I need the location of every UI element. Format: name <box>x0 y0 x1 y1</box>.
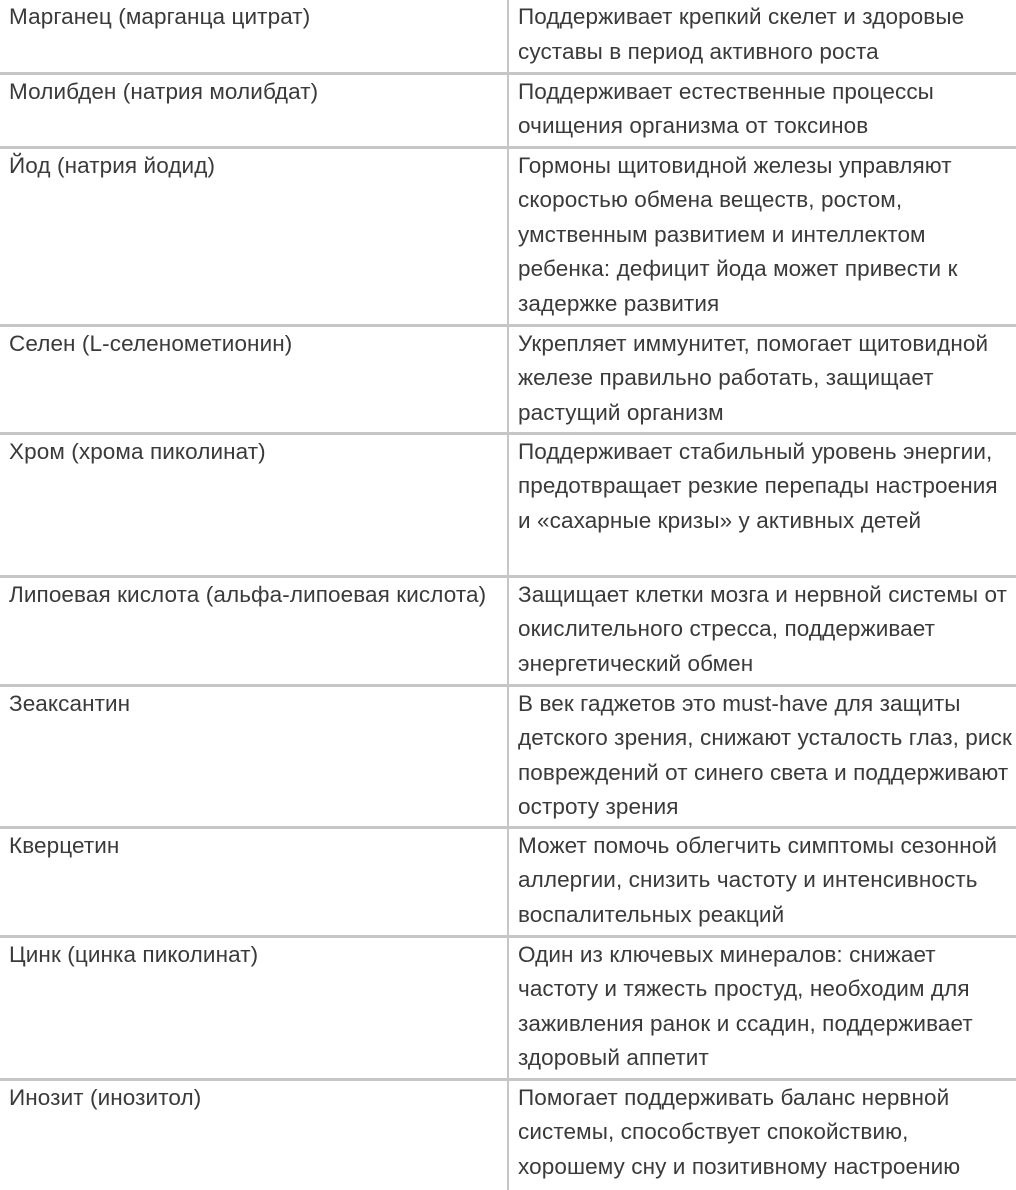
ingredient-cell <box>0 0 508 73</box>
table-row <box>0 325 1016 433</box>
ingredient-cell <box>0 936 508 1079</box>
description-cell <box>508 325 1016 433</box>
ingredient-description: Укрепляет иммунитет, помогает щитовидной железе правильно работать, защищает растущий организм <box>518 330 989 425</box>
ingredient-cell <box>0 73 508 147</box>
ingredient-description: Поддерживает стабильный уровень энергии, предотвращает резкие перепады настроения и «сахарные кризы» у активных детей <box>518 438 998 533</box>
description-cell <box>508 433 1016 576</box>
ingredient-cell <box>0 685 508 827</box>
ingredient-description: Защищает клетки мозга и нервной системы от окислительного стресса, поддерживает энергетический обмен <box>518 581 1008 676</box>
ingredient-description: Один из ключевых минералов: снижает частоту и тяжесть простуд, необходим для заживления ранок и ссадин, поддерживает здоровый аппетит <box>518 941 973 1070</box>
ingredient-name: Липоевая кислота (альфа-липоевая кислота) <box>9 581 487 607</box>
table-row <box>0 685 1016 827</box>
table-row <box>0 433 1016 576</box>
table-row <box>0 827 1016 936</box>
ingredient-name: Зеаксантин <box>9 690 131 716</box>
table-row <box>0 1079 1016 1190</box>
description-cell <box>508 685 1016 827</box>
ingredient-name: Йод (натрия йодид) <box>9 152 216 178</box>
description-cell <box>508 147 1016 325</box>
ingredient-cell <box>0 576 508 685</box>
ingredient-description: Помогает поддерживать баланс нервной системы, способствует спокойствию, хорошему сну и позитивному настроению <box>518 1084 961 1179</box>
ingredient-description: Поддерживает крепкий скелет и здоровые суставы в период активного роста <box>518 4 965 64</box>
table-row <box>0 576 1016 685</box>
ingredient-name: Кверцетин <box>9 832 120 858</box>
description-cell <box>508 827 1016 936</box>
description-cell <box>508 0 1016 73</box>
ingredient-cell <box>0 325 508 433</box>
ingredient-cell <box>0 1079 508 1190</box>
description-cell <box>508 73 1016 147</box>
ingredient-name: Селен (L-селенометионин) <box>9 330 293 356</box>
ingredient-name: Хром (хрома пиколинат) <box>9 438 266 464</box>
ingredient-cell <box>0 147 508 325</box>
ingredient-description: Может помочь облегчить симптомы сезонной аллергии, снизить частоту и интенсивность воспалительных реакций <box>518 832 998 927</box>
ingredient-cell <box>0 433 508 576</box>
ingredient-description: В век гаджетов это must-have для защиты детского зрения, снижают усталость глаз, риск повреждений от синего света и поддерживают остроту зрения <box>518 690 1012 819</box>
description-cell <box>508 576 1016 685</box>
ingredient-cell <box>0 827 508 936</box>
ingredient-description: Гормоны щитовидной железы управляют скоростью обмена веществ, ростом, умственным развитием и интеллектом ребенка: дефицит йода может привести к задержке развития <box>518 152 958 316</box>
table-row <box>0 73 1016 147</box>
ingredient-name: Марганец (марганца цитрат) <box>9 4 311 29</box>
table-row <box>0 147 1016 325</box>
ingredient-name: Цинк (цинка пиколинат) <box>9 941 259 967</box>
table-row <box>0 0 1016 73</box>
table-row <box>0 936 1016 1079</box>
ingredient-description: Поддерживает естественные процессы очищения организма от токсинов <box>518 78 934 138</box>
description-cell <box>508 1079 1016 1190</box>
description-cell <box>508 936 1016 1079</box>
ingredient-name: Молибден (натрия молибдат) <box>9 78 319 104</box>
ingredient-name: Инозит (инозитол) <box>9 1084 202 1110</box>
